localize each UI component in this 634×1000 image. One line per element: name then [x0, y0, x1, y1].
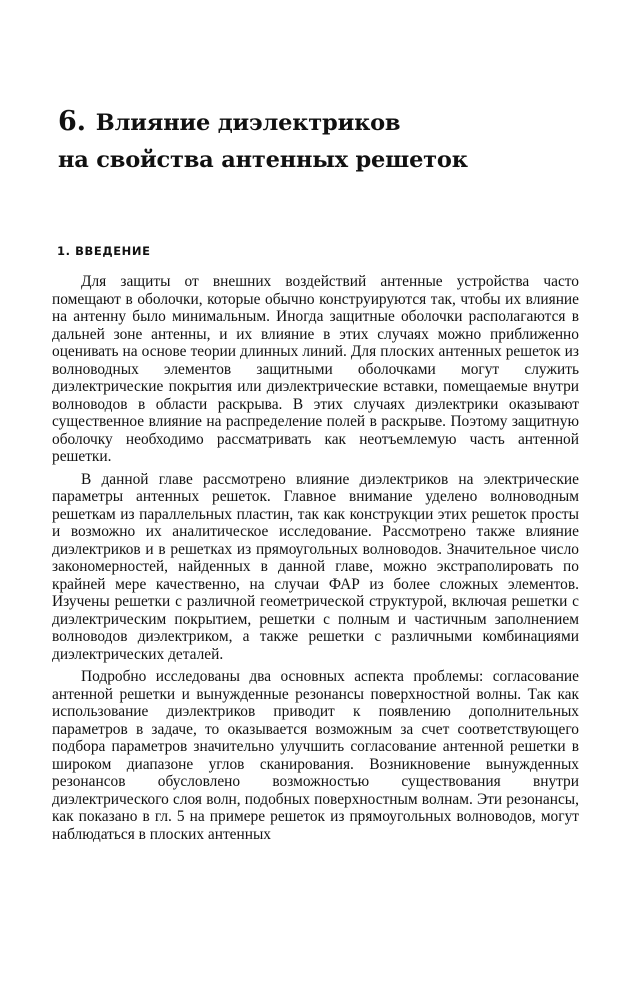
- chapter-title-line-1: [58, 103, 468, 142]
- chapter-number: 6.: [58, 106, 86, 137]
- paragraph-3: Подробно исследованы два основных аспекта проблемы: согласование антенной решетки и вынужденные резонансы поверхностной волны. Так как использование диэлектриков приводит к появлению дополнительных параметров в задаче, то оказывается возможным за счет соответствующего подбора параметров значительно улучшить согласование антенной решетки в широком диапазоне углов сканирования. Возникновение вынужденных резонансов обусловлено возможностью существования внутри диэлектрического слоя волн, подобных поверхностным волнам. Эти резонансы, как показано в гл. 5 на примере решеток из прямоугольных волноводов, могут наблюдаться в плоских антенных: [52, 668, 579, 843]
- paragraph-1: Для защиты от внешних воздействий антенные устройства часто помещают в оболочки, которые обычно конструируются так, чтобы их влияние на антенну было минимальным. Иногда защитные оболочки располагаются в дальней зоне антенны, и их влияние в этих случаях можно приближенно оценивать на основе теории длинных линий. Для плоских антенных решеток из волноводных элементов защитными оболочками могут служить диэлектрические покрытия или диэлектрические вставки, помещаемые внутри волноводов в области раскрыва. В этих случаях диэлектрики оказывают существенное влияние на распределение полей в раскрыве. Поэтому защитную оболочку необходимо рассматривать как неотъемлемую часть антенной решетки.: [52, 273, 579, 465]
- section-heading: 1. ВВЕДЕНИЕ: [57, 244, 151, 258]
- paragraph-2: В данной главе рассмотрено влияние диэлектриков на электрические параметры антенных решеток. Главное внимание уделено волноводным решеткам из параллельных пластин, так как конструкции этих решеток просты и возможно их аналитическое исследование. Рассмотрено также влияние диэлектриков и в решетках из прямоугольных волноводов. Значительное число закономерностей, найденных в данной главе, можно экстраполировать по крайней мере качественно, на случаи ФАР из более сложных элементов. Изучены решетки с различной геометрической структурой, включая решетки с диэлектрическим покрытием, решетки с полным и частичным заполнением волноводов диэлектриком, а также решетки с различными комбинациями диэлектрических деталей.: [52, 470, 579, 663]
- chapter-title: [58, 103, 468, 179]
- chapter-title-text-1: Влияние диэлектриков: [95, 110, 401, 136]
- body-text: [52, 273, 579, 848]
- chapter-title-line-2: на свойства антенных решеток: [58, 147, 468, 173]
